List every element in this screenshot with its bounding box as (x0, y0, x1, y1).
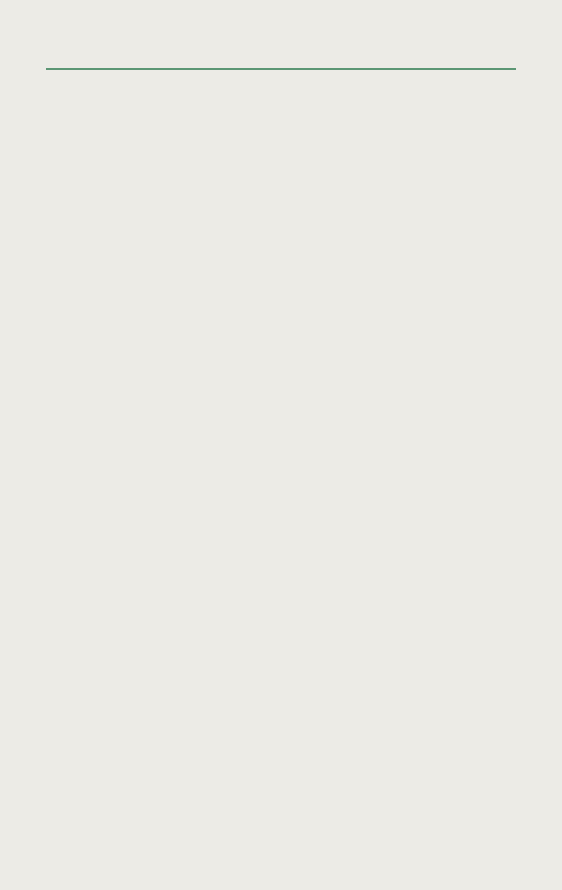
decorative-ornament-border (46, 62, 516, 76)
